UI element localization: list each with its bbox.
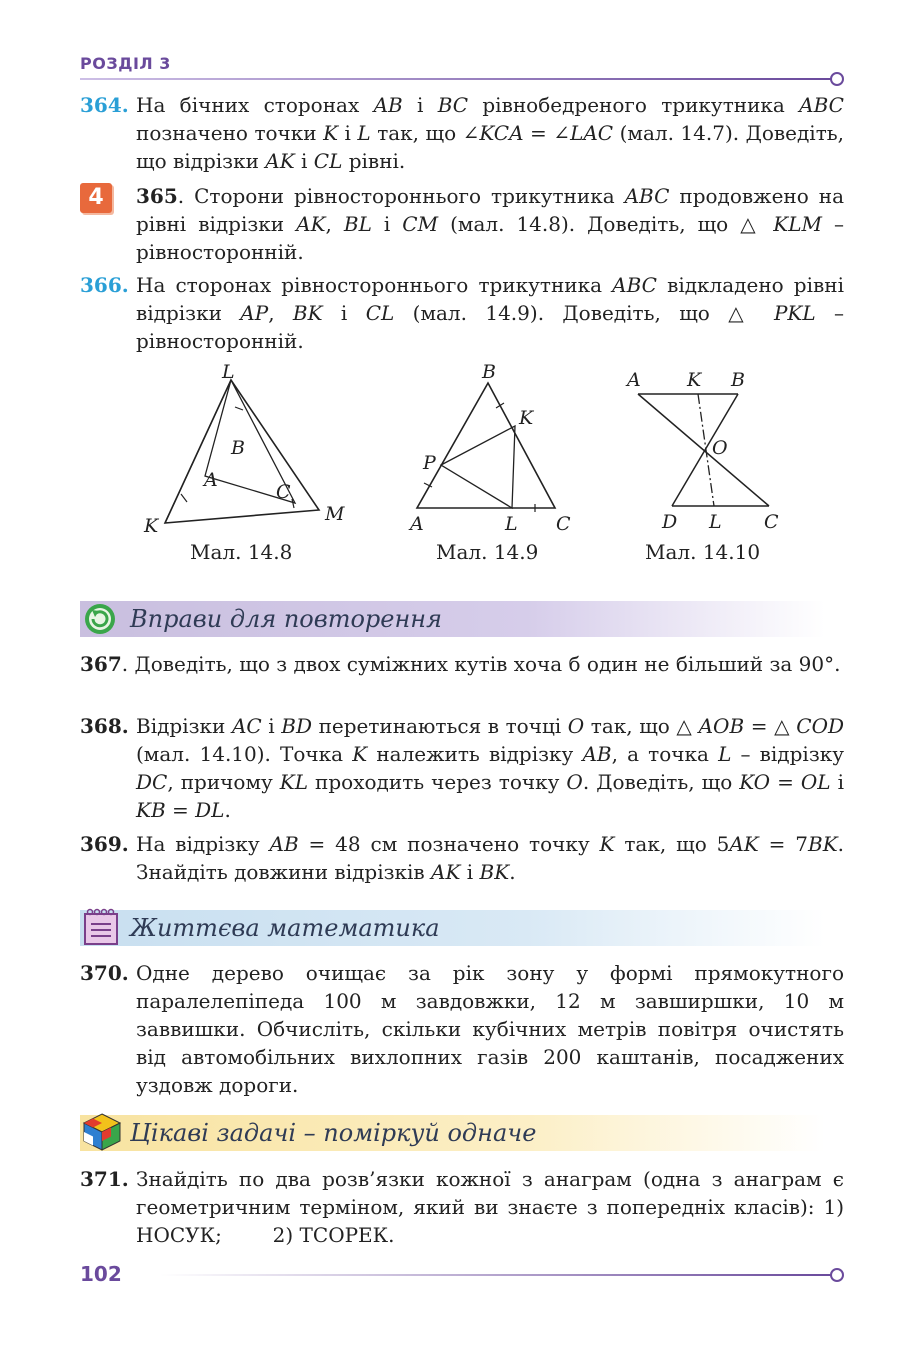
difficulty-badge: 4 bbox=[80, 183, 112, 213]
label-A: A bbox=[627, 369, 641, 391]
problem-368 bbox=[80, 712, 844, 824]
problem-number: 365 bbox=[136, 184, 178, 208]
problem-number: 366. bbox=[80, 273, 129, 297]
label-B: B bbox=[482, 361, 496, 383]
problem-371 bbox=[80, 1165, 844, 1249]
section-life-band bbox=[80, 910, 825, 946]
problem-number: 371. bbox=[80, 1167, 129, 1191]
label-M: M bbox=[325, 503, 345, 525]
problem-text: На відрізку AB = 48 см позначено точку K так, що 5AK = 7BK. Знайдіть довжини відрізків AK і BK. bbox=[136, 832, 844, 884]
figure-14-9 bbox=[405, 358, 580, 538]
caption-14-9: Мал. 14.9 bbox=[436, 540, 539, 564]
problem-text: На сторонах рівностороннього трикутника ABC відкладено рівні відрізки AP, BK і CL (мал. 14.9). Доведіть, що △ PKL – рівносторонній. bbox=[136, 273, 845, 353]
problem-number: 367 bbox=[80, 652, 122, 676]
problem-text: Знайдіть по два розв’язки кожної з анаграм (одна з анаграм є геометричним терміном, який ви знаєте з попередніх класів): 1) НОСУК; 2) ТСОРЕК. bbox=[136, 1167, 844, 1247]
label-A: A bbox=[204, 469, 218, 491]
label-A: A bbox=[410, 513, 424, 535]
notepad-icon bbox=[82, 906, 120, 946]
problem-number: 369. bbox=[80, 832, 129, 856]
label-K: K bbox=[144, 515, 159, 537]
header-rule bbox=[80, 78, 832, 80]
label-B: B bbox=[231, 437, 245, 459]
figure-14-8 bbox=[135, 358, 365, 538]
label-K: K bbox=[687, 369, 702, 391]
label-D: D bbox=[662, 511, 678, 533]
section-fun-band bbox=[80, 1115, 825, 1151]
problem-366 bbox=[80, 271, 844, 355]
section-review-band bbox=[80, 601, 825, 637]
problem-text: На бічних сторонах AB і BC рівнобедреного трикутника ABC позначено точки K і L так, що ∠KCA = ∠LAC (мал. 14.7). Доведіть, що відрізки AK і CL рівні. bbox=[136, 93, 845, 173]
label-L: L bbox=[222, 361, 235, 383]
problem-365 bbox=[80, 182, 844, 266]
label-O: O bbox=[712, 437, 728, 459]
problem-text: Відрізки AC і BD перетинаються в точці O так, що △ AOB = △ COD (мал. 14.10). Точка K належить відрізку AB, а точка L – відрізку DC, причому KL проходить через точку O. Доведіть, що KO = OL і KB = DL. bbox=[136, 714, 844, 822]
footer-rule-end-circle bbox=[830, 1268, 844, 1282]
problem-number: 364. bbox=[80, 93, 129, 117]
section-review-title: Вправи для повторення bbox=[130, 605, 442, 633]
section-header: РОЗДІЛ 3 bbox=[80, 54, 171, 73]
problem-369 bbox=[80, 830, 844, 886]
label-C: C bbox=[276, 481, 291, 503]
rubik-cube-icon bbox=[82, 1112, 122, 1152]
problem-367 bbox=[80, 650, 844, 678]
problem-370 bbox=[80, 959, 844, 1099]
label-C: C bbox=[764, 511, 779, 533]
label-C: C bbox=[556, 513, 571, 535]
label-B: B bbox=[731, 369, 745, 391]
problem-number: 370. bbox=[80, 961, 129, 985]
figure-14-10 bbox=[622, 362, 787, 537]
refresh-cycle-icon bbox=[82, 602, 118, 636]
page-number: 102 bbox=[80, 1262, 122, 1286]
problem-text: Одне дерево очищає за рік зону у формі прямокутного паралелепіпеда 100 м завдовжки, 12 м завширшки, 10 м заввишки. Обчисліть, скільки кубічних метрів повітря очистять від автомобільних вихлопних газів 200 каштанів, посаджених уздовж дороги. bbox=[136, 961, 844, 1097]
header-rule-end-circle bbox=[830, 72, 844, 86]
label-L: L bbox=[505, 513, 518, 535]
section-fun-title: Цікаві задачі – поміркуй одначе bbox=[130, 1119, 537, 1147]
problem-number: 368. bbox=[80, 714, 129, 738]
caption-14-10: Мал. 14.10 bbox=[645, 540, 761, 564]
caption-14-8: Мал. 14.8 bbox=[190, 540, 293, 564]
problem-text: 365. Сторони рівностороннього трикутника ABC продовжено на рівні відрізки AK, BL і CM (мал. 14.8). Доведіть, що △ KLM – рівносторонній. bbox=[136, 184, 844, 264]
section-life-title: Життєва математика bbox=[130, 914, 440, 942]
label-P: P bbox=[423, 452, 436, 474]
label-L: L bbox=[709, 511, 722, 533]
problem-364 bbox=[80, 91, 844, 175]
label-K: K bbox=[519, 407, 534, 429]
problem-text: 367. Доведіть, що з двох суміжних кутів хоча б один не більший за 90°. bbox=[80, 652, 841, 676]
footer-rule bbox=[160, 1274, 832, 1276]
